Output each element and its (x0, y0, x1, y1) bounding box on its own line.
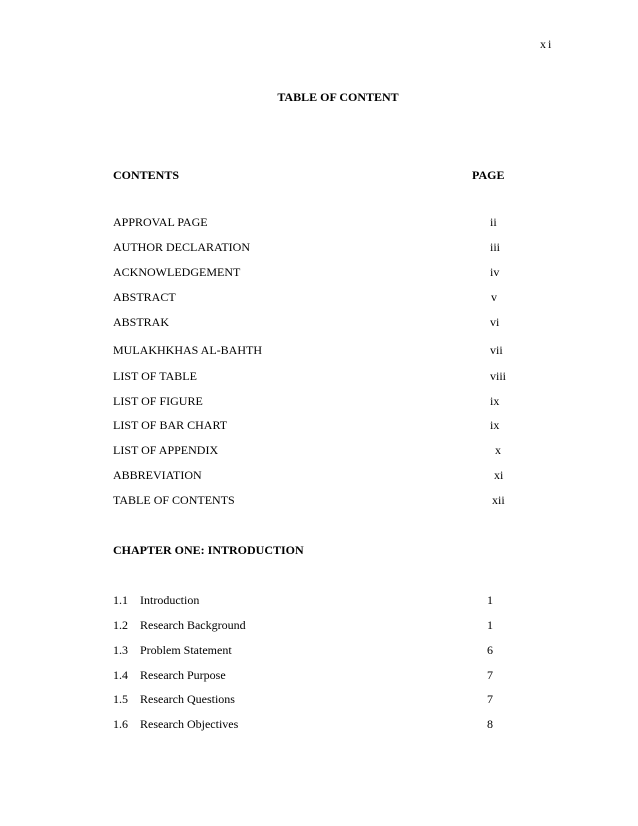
toc-entry (113, 369, 513, 385)
toc-section (113, 668, 513, 684)
page-number: xi (540, 37, 554, 51)
section-page: 7 (487, 692, 493, 706)
toc-entry-page: vi (490, 315, 500, 329)
toc-entry-page: ix (490, 394, 500, 408)
contents-column-header: CONTENTS (113, 168, 180, 182)
toc-entry (113, 443, 513, 459)
toc-section (113, 593, 513, 609)
toc-entry-label: AUTHOR DECLARATION (113, 240, 250, 254)
toc-entry-label: ACKNOWLEDGEMENT (113, 265, 241, 279)
toc-entry (113, 240, 513, 256)
toc-entry (113, 418, 513, 434)
section-label: Research Background (140, 618, 246, 632)
section-number: 1.5 (113, 692, 128, 706)
toc-entry-page: viii (490, 369, 507, 383)
toc-entry (113, 215, 513, 231)
page-title: TABLE OF CONTENT (277, 90, 399, 104)
toc-entry (113, 394, 513, 410)
section-label: Research Questions (140, 692, 235, 706)
section-page: 7 (487, 668, 493, 682)
toc-section (113, 692, 513, 708)
section-label: Introduction (140, 593, 200, 607)
toc-entry-label: APPROVAL PAGE (113, 215, 208, 229)
toc-entry-page: ix (490, 418, 500, 432)
section-number: 1.4 (113, 668, 128, 682)
toc-entry-page: x (495, 443, 501, 457)
section-page: 1 (487, 618, 493, 632)
toc-entry (113, 343, 513, 359)
toc-entry-page: ii (490, 215, 497, 229)
toc-entry-page: iii (490, 240, 501, 254)
toc-entry-label: LIST OF BAR CHART (113, 418, 228, 432)
section-label: Research Purpose (140, 668, 226, 682)
toc-entry-label: LIST OF FIGURE (113, 394, 203, 408)
toc-entry-label: TABLE OF CONTENTS (113, 493, 235, 507)
toc-entry-label: ABBREVIATION (113, 468, 202, 482)
section-page: 8 (487, 717, 493, 731)
toc-entry-label: ABSTRAK (113, 315, 170, 329)
toc-section (113, 717, 513, 733)
toc-entry-page: xi (494, 468, 504, 482)
toc-entry-page: iv (490, 265, 500, 279)
section-label: Research Objectives (140, 717, 239, 731)
section-number: 1.2 (113, 618, 128, 632)
toc-entry-label: MULAKHKHAS AL-BAHTH (113, 343, 262, 357)
toc-section (113, 643, 513, 659)
page-column-header: PAGE (472, 168, 505, 182)
toc-entry-page: xii (492, 493, 505, 507)
toc-entry-page: v (491, 290, 497, 304)
section-number: 1.1 (113, 593, 128, 607)
toc-entry-page: vii (490, 343, 503, 357)
section-page: 6 (487, 643, 493, 657)
section-number: 1.3 (113, 643, 128, 657)
toc-entry-label: ABSTRACT (113, 290, 176, 304)
toc-entry-label: LIST OF APPENDIX (113, 443, 219, 457)
toc-entry (113, 290, 513, 306)
toc-section (113, 618, 513, 634)
toc-entry (113, 493, 513, 509)
section-label: Problem Statement (140, 643, 232, 657)
section-page: 1 (487, 593, 493, 607)
chapter-heading: CHAPTER ONE: INTRODUCTION (113, 543, 304, 557)
toc-entry (113, 315, 513, 331)
toc-entry (113, 265, 513, 281)
toc-entry (113, 468, 513, 484)
section-number: 1.6 (113, 717, 128, 731)
toc-entry-label: LIST OF TABLE (113, 369, 197, 383)
